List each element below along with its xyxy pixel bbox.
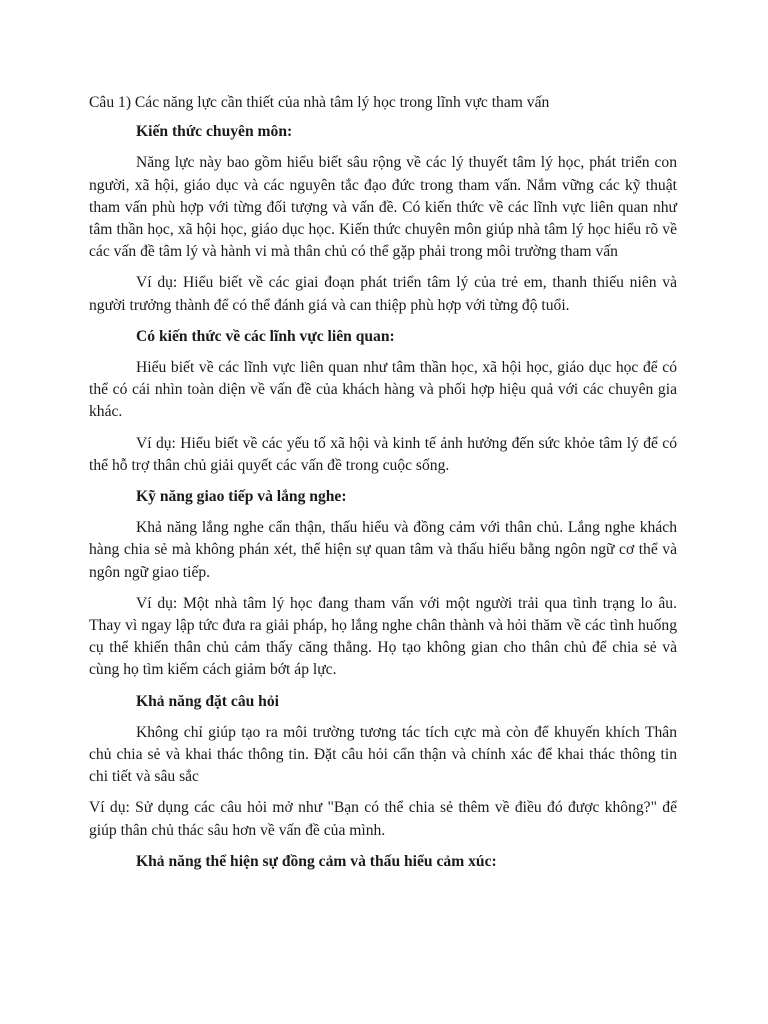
section-paragraph: Không chỉ giúp tạo ra môi trường tương tác tích cực mà còn để khuyến khích Thân chủ chia sẻ và khai thác thông tin. Đặt câu hỏi cẩn thận và chính xác để khai thác thông tin chi tiết và sâu sắc [89,723,677,786]
example-paragraph: Ví dụ: Một nhà tâm lý học đang tham vấn với một người trải qua tình trạng lo âu. Thay vì ngay lập tức đưa ra giải pháp, họ lắng nghe chân thành và hỏi thăm về các tình huống cụ thể khiến thân chủ cảm thấy căng thẳng. Họ tạo không gian cho thân chủ để chia sẻ và cùng họ tìm kiếm cách giảm bớt áp lực. [89,594,677,679]
question-title: Câu 1) Các năng lực cần thiết của nhà tâm lý học trong lĩnh vực tham vấn [89,94,550,111]
section-heading: Có kiến thức về các lĩnh vực liên quan: [136,327,395,345]
section-empathy [89,851,677,873]
section-professional-knowledge [89,121,677,317]
section-asking-questions [89,691,677,842]
section-heading: Khả năng đặt câu hỏi [136,692,279,710]
section-heading: Khả năng thể hiện sự đồng cảm và thấu hiểu cảm xúc: [136,852,497,870]
section-heading: Kiến thức chuyên môn: [136,123,293,141]
section-paragraph: Năng lực này bao gồm hiểu biết sâu rộng về các lý thuyết tâm lý học, phát triển con người, xã hội, giáo dục và các nguyên tắc đạo đức trong tham vấn. Nắm vững các kỹ thuật tham vấn phù hợp với từng đối tượng và vấn đề. Có kiến thức về các lĩnh vực liên quan như tâm thần học, xã hội học, giáo dục học. Kiến thức chuyên môn giúp nhà tâm lý học hiểu rõ về các vấn đề tâm lý và hành vi mà thân chủ có thể gặp phải trong môi trường tham vấn [89,154,677,261]
example-paragraph: Ví dụ: Sử dụng các câu hỏi mở như "Bạn có thể chia sẻ thêm về điều đó được không?" để giúp thân chủ thác sâu hơn về vấn đề của mình. [89,799,677,839]
section-paragraph: Khả năng lắng nghe cẩn thận, thấu hiểu và đồng cảm với thân chủ. Lắng nghe khách hàng chia sẻ mà không phán xét, thể hiện sự quan tâm và thấu hiểu bằng ngôn ngữ cơ thể và ngôn ngữ giao tiếp. [89,519,677,581]
section-related-fields [89,326,677,477]
example-paragraph: Ví dụ: Hiểu biết về các yếu tố xã hội và kinh tế ảnh hưởng đến sức khỏe tâm lý để có thể hỗ trợ thân chủ giải quyết các vấn đề trong cuộc sống. [89,434,677,474]
section-heading: Kỹ năng giao tiếp và lắng nghe: [136,488,347,506]
section-communication-listening [89,486,677,682]
document-page [89,92,677,882]
section-paragraph: Hiểu biết về các lĩnh vực liên quan như tâm thần học, xã hội học, giáo dục học để có thể có cái nhìn toàn diện về vấn đề của khách hàng và phối hợp hiệu quả với các chuyên gia khác. [89,359,677,421]
example-paragraph: Ví dụ: Hiểu biết về các giai đoạn phát triển tâm lý của trẻ em, thanh thiếu niên và người trưởng thành để có thể đánh giá và can thiệp phù hợp với từng độ tuổi. [89,274,677,314]
